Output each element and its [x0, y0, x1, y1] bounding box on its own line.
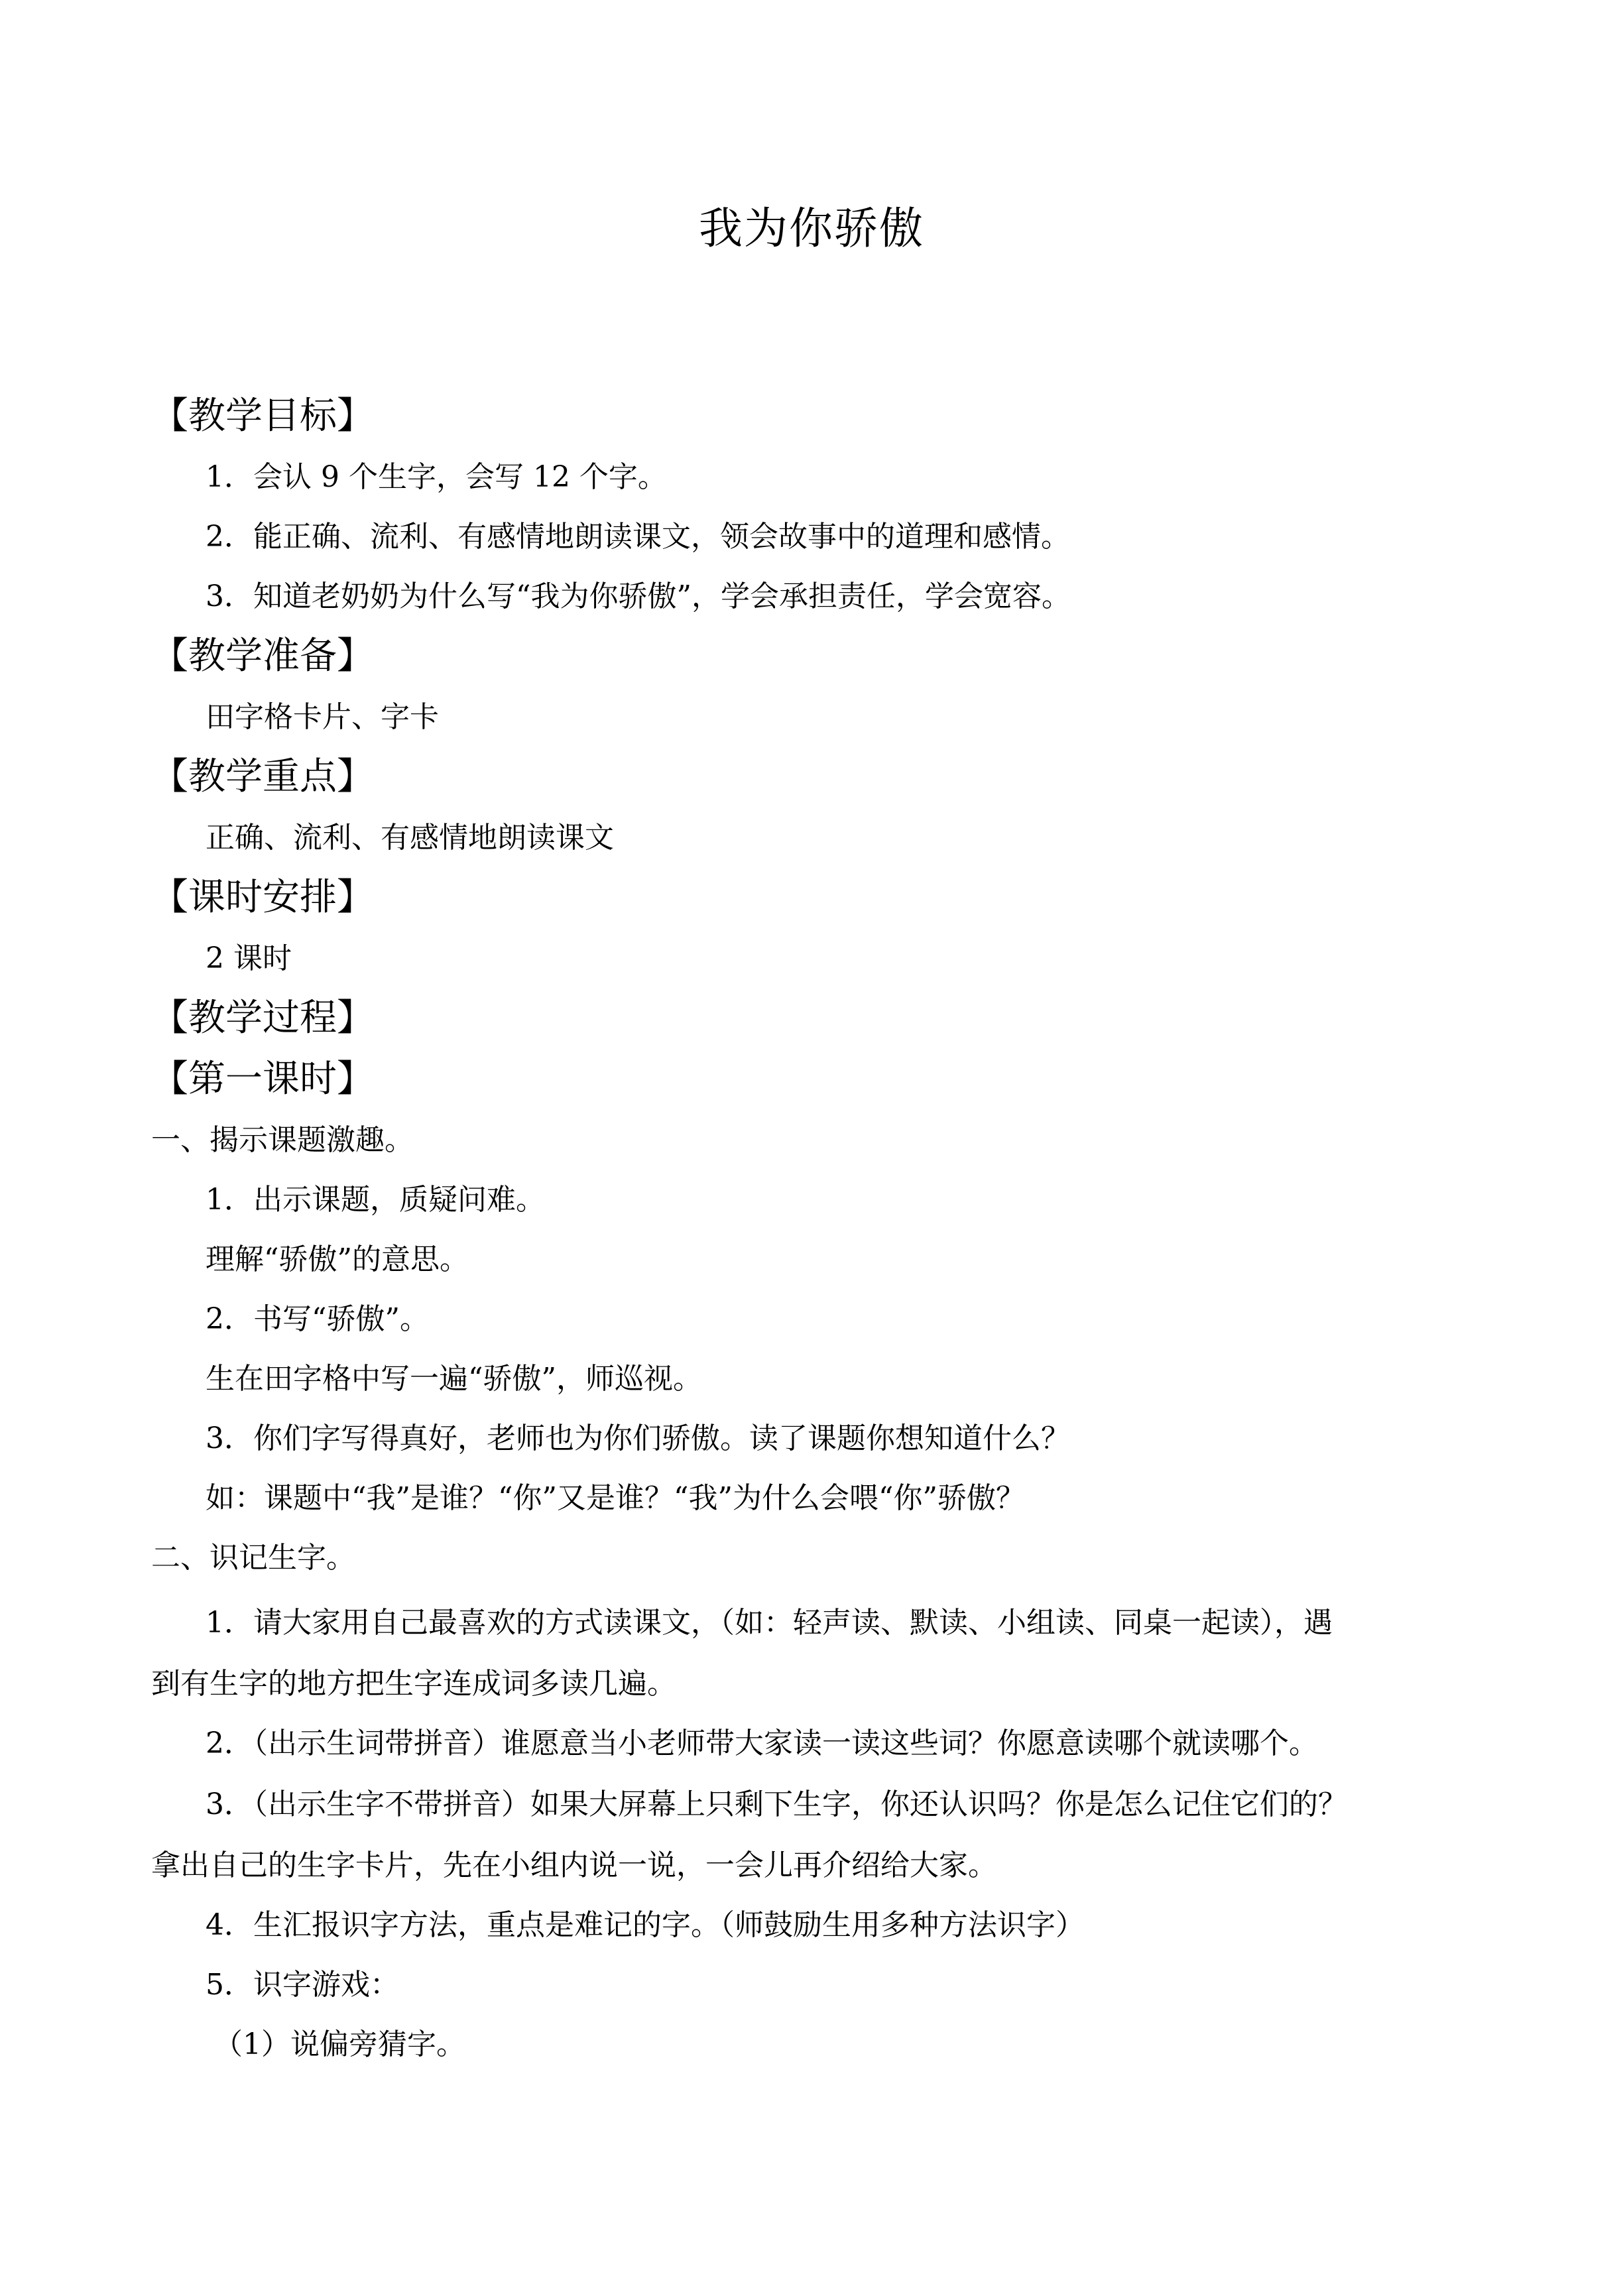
- page-title: 我为你骄傲: [699, 203, 924, 254]
- part2-item5: 5．识字游戏：: [206, 1968, 399, 2002]
- focus-heading: 【教学重点】: [151, 755, 374, 798]
- prep-heading: 【教学准备】: [151, 634, 374, 678]
- part2-item4: 4．生汇报识字方法，重点是难记的字。（师鼓励生用多种方法识字）: [206, 1908, 1085, 1942]
- schedule-text: 2 课时: [206, 941, 292, 975]
- lesson1-heading: 【第一课时】: [151, 1057, 374, 1101]
- prep-text: 田字格卡片、字卡: [206, 700, 439, 734]
- objective-item-1: 1．会认 9 个生字，会写 12 个字。: [206, 460, 667, 494]
- process-heading: 【教学过程】: [151, 997, 374, 1040]
- part2-item5-sub1: （1）说偏旁猜字。: [213, 2027, 465, 2061]
- part2-item3-line-a: 3．（出示生字不带拼音）如果大屏幕上只剩下生字，你还认识吗？你是怎么记住它们的？: [206, 1787, 1347, 1821]
- part1-heading: 一、揭示课题激趣。: [151, 1123, 414, 1157]
- part2-item1-line-a: 1．请大家用自己最喜欢的方式读课文，（如：轻声读、默读、小组读、同桌一起读），遇: [206, 1606, 1333, 1640]
- part1-line-5: 3．你们字写得真好，老师也为你们骄傲。读了课题你想知道什么？: [206, 1421, 1070, 1455]
- part1-line-4: 生在田字格中写一遍“骄傲”，师巡视。: [206, 1362, 702, 1396]
- part2-heading: 二、识记生字。: [151, 1541, 355, 1575]
- objective-item-2: 2．能正确、流利、有感情地朗读课文，领会故事中的道理和感情。: [206, 520, 1070, 554]
- part2-item3-line-b: 拿出自己的生字卡片，先在小组内说一说，一会儿再介绍给大家。: [151, 1848, 997, 1882]
- part1-line-3: 2．书写“骄傲”。: [206, 1302, 429, 1336]
- part2-item2: 2．（出示生词带拼音）谁愿意当小老师带大家读一读这些词？你愿意读哪个就读哪个。: [206, 1726, 1318, 1760]
- part1-line-6: 如：课题中“我”是谁？“你”又是谁？“我”为什么会喂“你”骄傲？: [206, 1481, 1025, 1515]
- part2-item1-line-b: 到有生字的地方把生字连成词多读几遍。: [151, 1667, 676, 1701]
- focus-text: 正确、流利、有感情地朗读课文: [206, 821, 614, 855]
- objective-item-3: 3．知道老奶奶为什么写“我为你骄傲”，学会承担责任，学会宽容。: [206, 579, 1071, 613]
- part1-line-1: 1．出示课题，质疑问难。: [206, 1183, 545, 1217]
- objectives-heading: 【教学目标】: [151, 394, 374, 438]
- schedule-heading: 【课时安排】: [151, 876, 374, 919]
- part1-line-2: 理解“骄傲”的意思。: [206, 1242, 469, 1276]
